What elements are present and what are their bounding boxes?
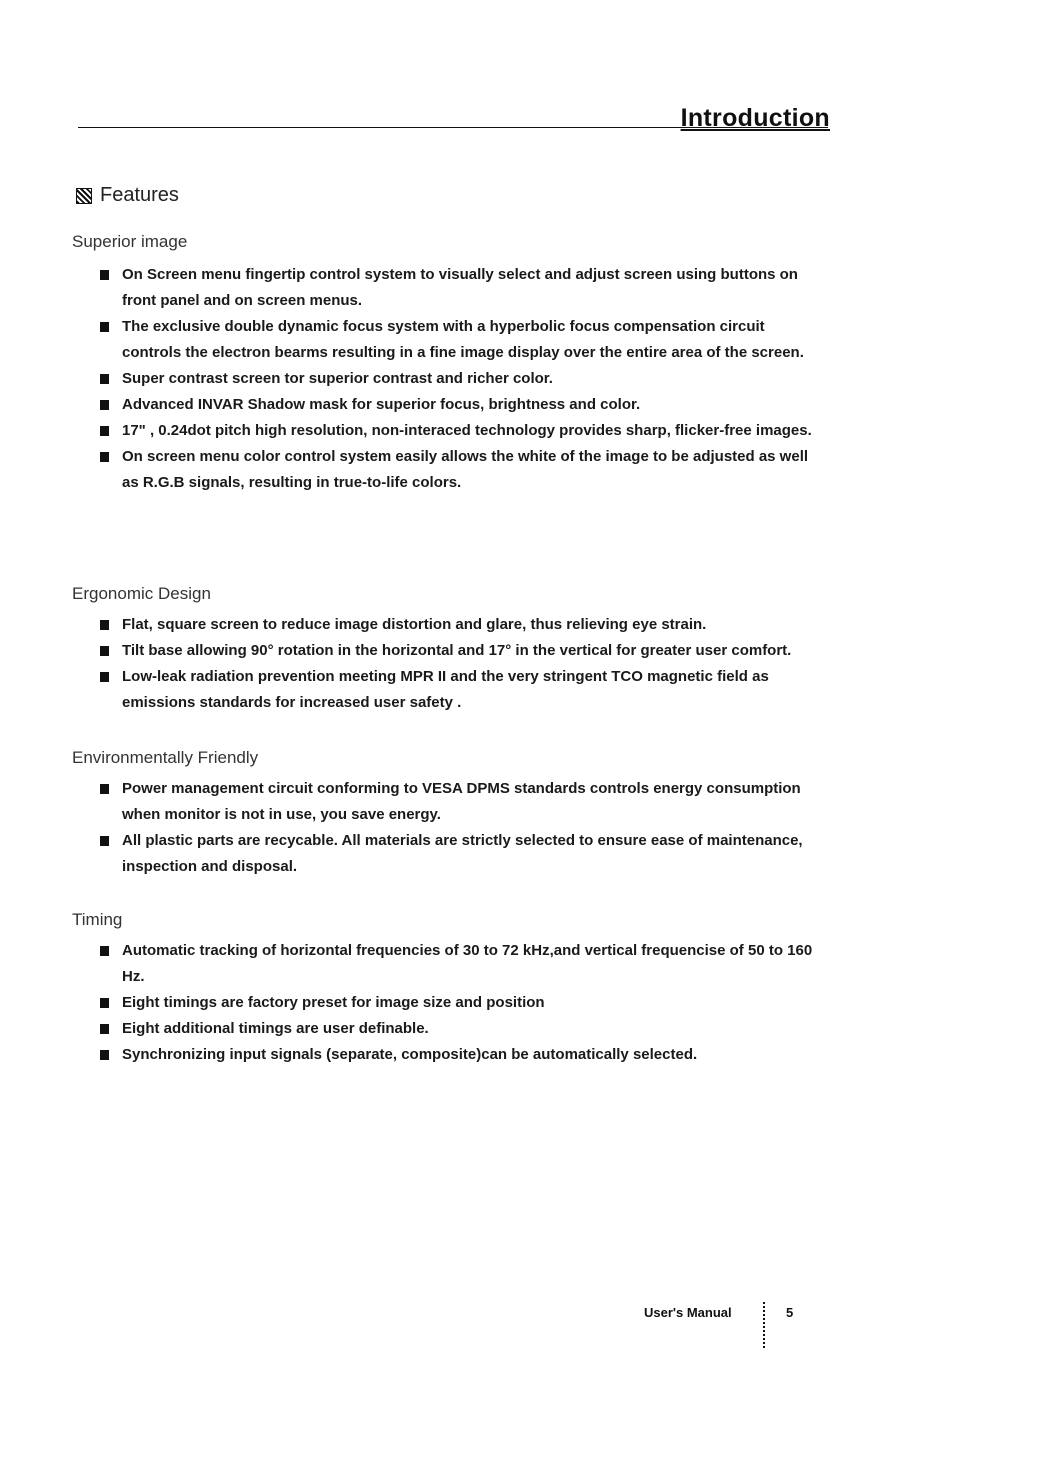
list-item: Eight timings are factory preset for image size and position: [100, 990, 820, 1016]
list-item: On screen menu color control system easily allows the white of the image to be adjusted as well as R.G.B signals, resulting in true-to-life colors.: [100, 444, 820, 496]
bullet-list-timing: [100, 938, 820, 1068]
square-bullet-icon: [100, 322, 109, 332]
page-title: Introduction: [680, 104, 830, 132]
list-item: The exclusive double dynamic focus system with a hyperbolic focus compensation circuit controls the electron bearms resulting in a fine image display over the entire area of the screen.: [100, 314, 820, 366]
square-bullet-icon: [100, 452, 109, 462]
list-item: All plastic parts are recycable. All materials are strictly selected to ensure ease of maintenance, inspection and disposal.: [100, 828, 820, 880]
list-item: Power management circuit conforming to VESA DPMS standards controls energy consumption when monitor is not in use, you save energy.: [100, 776, 820, 828]
square-bullet-icon: [100, 1024, 109, 1034]
square-bullet-icon: [100, 646, 109, 656]
section-title-superior-image: Superior image: [72, 232, 188, 251]
section-title-environmentally-friendly: Environmentally Friendly: [72, 748, 259, 767]
hatched-square-icon: [76, 188, 92, 204]
square-bullet-icon: [100, 374, 109, 384]
list-item: Automatic tracking of horizontal frequencies of 30 to 72 kHz,and vertical frequencise of 50 to 160 Hz.: [100, 938, 820, 990]
square-bullet-icon: [100, 270, 109, 280]
bullet-list-superior-image: [100, 262, 820, 496]
list-item: On Screen menu fingertip control system to visually select and adjust screen using buttons on front panel and on screen menus.: [100, 262, 820, 314]
square-bullet-icon: [100, 1050, 109, 1060]
list-item: Super contrast screen tor superior contrast and richer color.: [100, 366, 820, 392]
square-bullet-icon: [100, 426, 109, 436]
list-item: Eight additional timings are user definable.: [100, 1016, 820, 1042]
square-bullet-icon: [100, 400, 109, 410]
footer-separator: [763, 1302, 765, 1348]
square-bullet-icon: [100, 946, 109, 956]
list-item: Tilt base allowing 90° rotation in the horizontal and 17° in the vertical for greater user comfort.: [100, 638, 820, 664]
square-bullet-icon: [100, 620, 109, 630]
square-bullet-icon: [100, 836, 109, 846]
square-bullet-icon: [100, 784, 109, 794]
list-item: Synchronizing input signals (separate, composite)can be automatically selected.: [100, 1042, 820, 1068]
footer-manual-label: User's Manual: [644, 1305, 732, 1320]
list-item: Advanced INVAR Shadow mask for superior focus, brightness and color.: [100, 392, 820, 418]
section-title-ergonomic-design: Ergonomic Design: [72, 584, 211, 603]
features-heading-label: Features: [100, 184, 179, 206]
section-title-timing: Timing: [72, 910, 123, 929]
page-number: 5: [786, 1305, 794, 1320]
square-bullet-icon: [100, 672, 109, 682]
list-item: 17" , 0.24dot pitch high resolution, non-interaced technology provides sharp, flicker-free images.: [100, 418, 820, 444]
list-item: Flat, square screen to reduce image distortion and glare, thus relieving eye strain.: [100, 612, 820, 638]
list-item: Low-leak radiation prevention meeting MPR II and the very stringent TCO magnetic field as emissions standards for increased user safety .: [100, 664, 820, 716]
features-heading: [76, 184, 179, 207]
bullet-list-environmentally-friendly: [100, 776, 820, 880]
bullet-list-ergonomic-design: [100, 612, 820, 716]
square-bullet-icon: [100, 998, 109, 1008]
